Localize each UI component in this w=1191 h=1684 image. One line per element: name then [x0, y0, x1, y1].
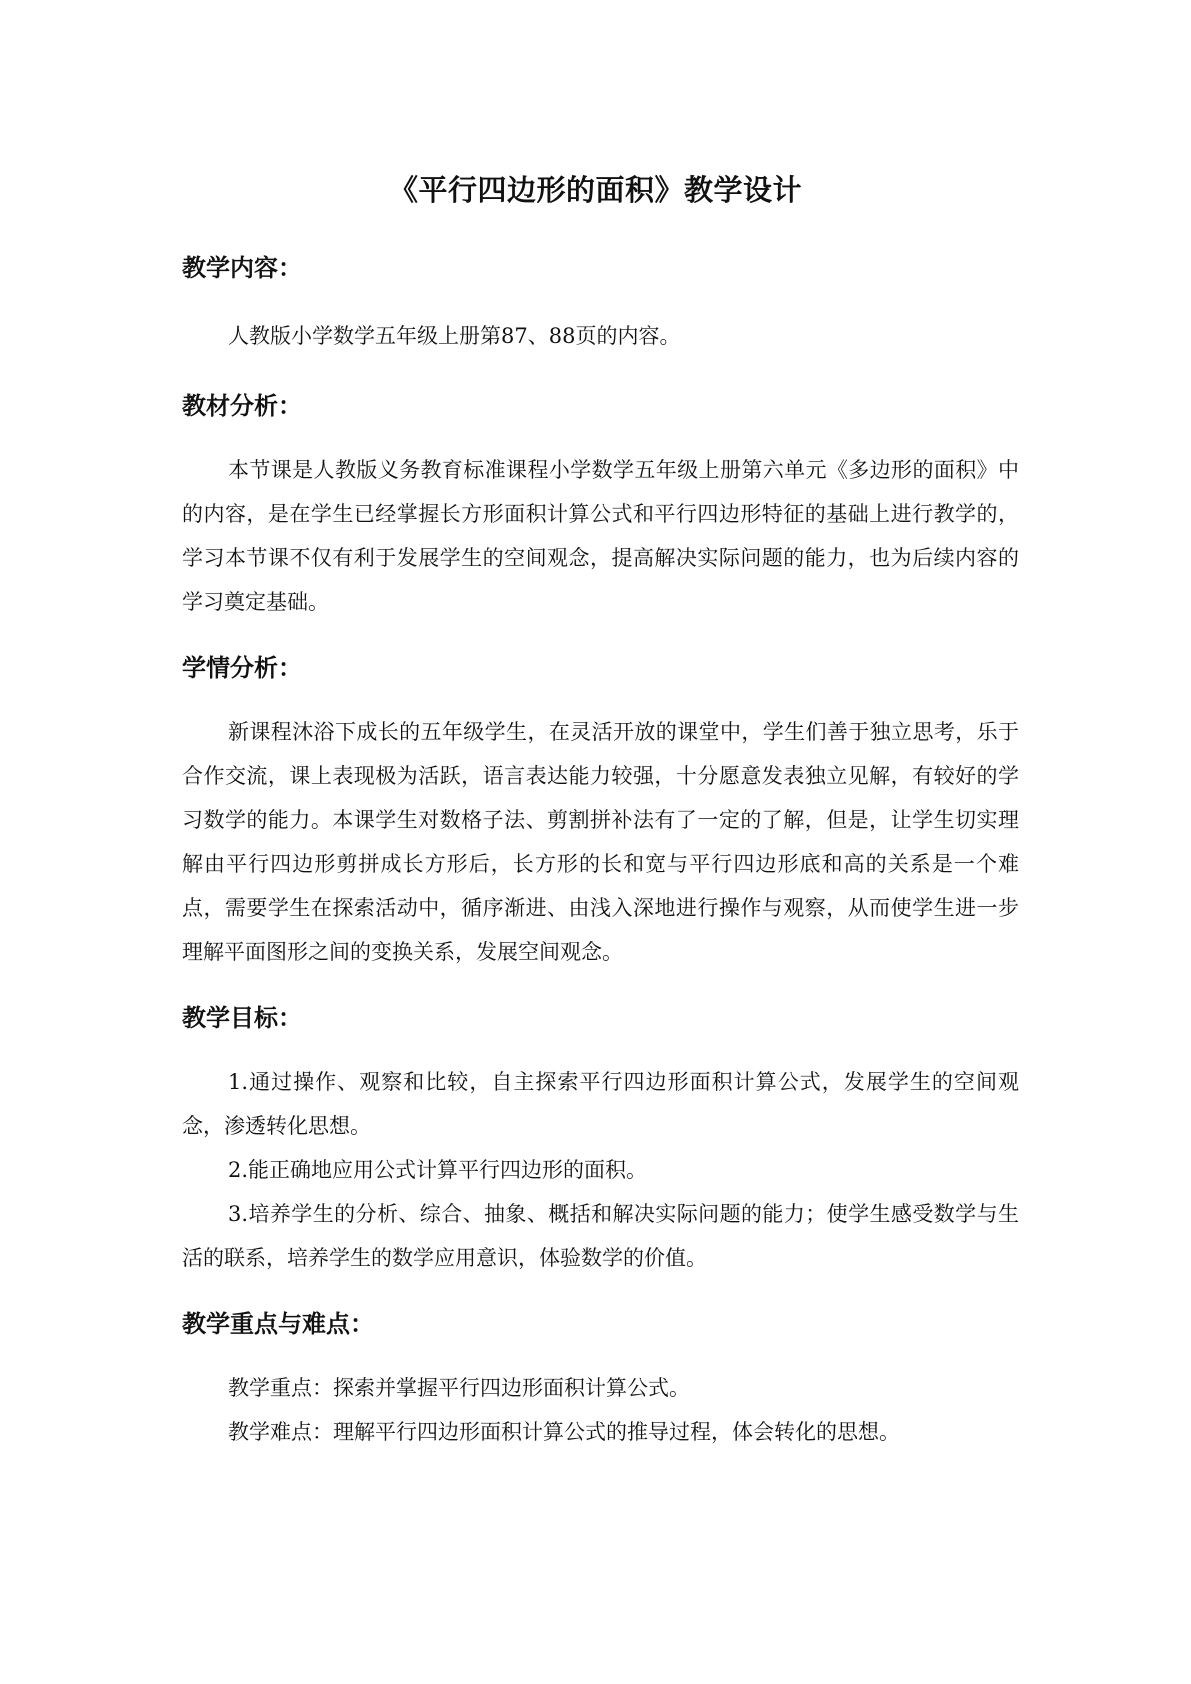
- paragraph-student-analysis: 新课程沐浴下成长的五年级学生，在灵活开放的课堂中，学生们善于独立思考，乐于合作交流，课上表现极为活跃，语言表达能力较强，十分愿意发表独立见解，有较好的学习数学的能力。本课学生对数格子法、剪割拼补法有了一定的了解，但是，让学生切实理解由平行四边形剪拼成长方形后，长方形的长和宽与平行四边形底和高的关系是一个难点，需要学生在探索活动中，循序渐进、由浅入深地进行操作与观察，从而使学生进一步理解平面图形之间的变换关系，发展空间观念。: [182, 720, 1019, 964]
- key-points-list: [182, 1366, 1019, 1454]
- key-point-difficulty: 教学难点：理解平行四边形面积计算公式的推导过程，体会转化的思想。: [228, 1420, 900, 1444]
- paragraph-teaching-content: 人教版小学数学五年级上册第87、88页的内容。: [228, 324, 681, 348]
- goal-item-3: 3.培养学生的分析、综合、抽象、概括和解决实际问题的能力；使学生感受数学与生活的联系，培养学生的数学应用意识，体验数学的价值。: [182, 1202, 1019, 1270]
- key-point-focus: 教学重点：探索并掌握平行四边形面积计算公式。: [228, 1376, 690, 1400]
- goal-item-2: 2.能正确地应用公式计算平行四边形的面积。: [228, 1158, 648, 1182]
- section-heading-material-analysis: 教材分析：: [182, 392, 302, 420]
- section-heading-teaching-content: 教学内容：: [182, 254, 302, 282]
- section-heading-student-analysis: 学情分析：: [182, 654, 302, 682]
- goal-item-1: 1.通过操作、观察和比较，自主探索平行四边形面积计算公式，发展学生的空间观念，渗透转化思想。: [182, 1070, 1019, 1138]
- section-heading-teaching-goals: 教学目标：: [182, 1004, 302, 1032]
- paragraph-material-analysis: 本节课是人教版义务教育标准课程小学数学五年级上册第六单元《多边形的面积》中的内容，是在学生已经掌握长方形面积计算公式和平行四边形特征的基础上进行教学的，学习本节课不仅有利于发展学生的空间观念，提高解决实际问题的能力，也为后续内容的学习奠定基础。: [182, 458, 1019, 614]
- section-heading-key-points: 教学重点与难点：: [182, 1310, 374, 1338]
- document-body: [182, 250, 1019, 1454]
- document-title: 《平行四边形的面积》教学设计: [388, 173, 802, 207]
- goals-list: [182, 1060, 1019, 1280]
